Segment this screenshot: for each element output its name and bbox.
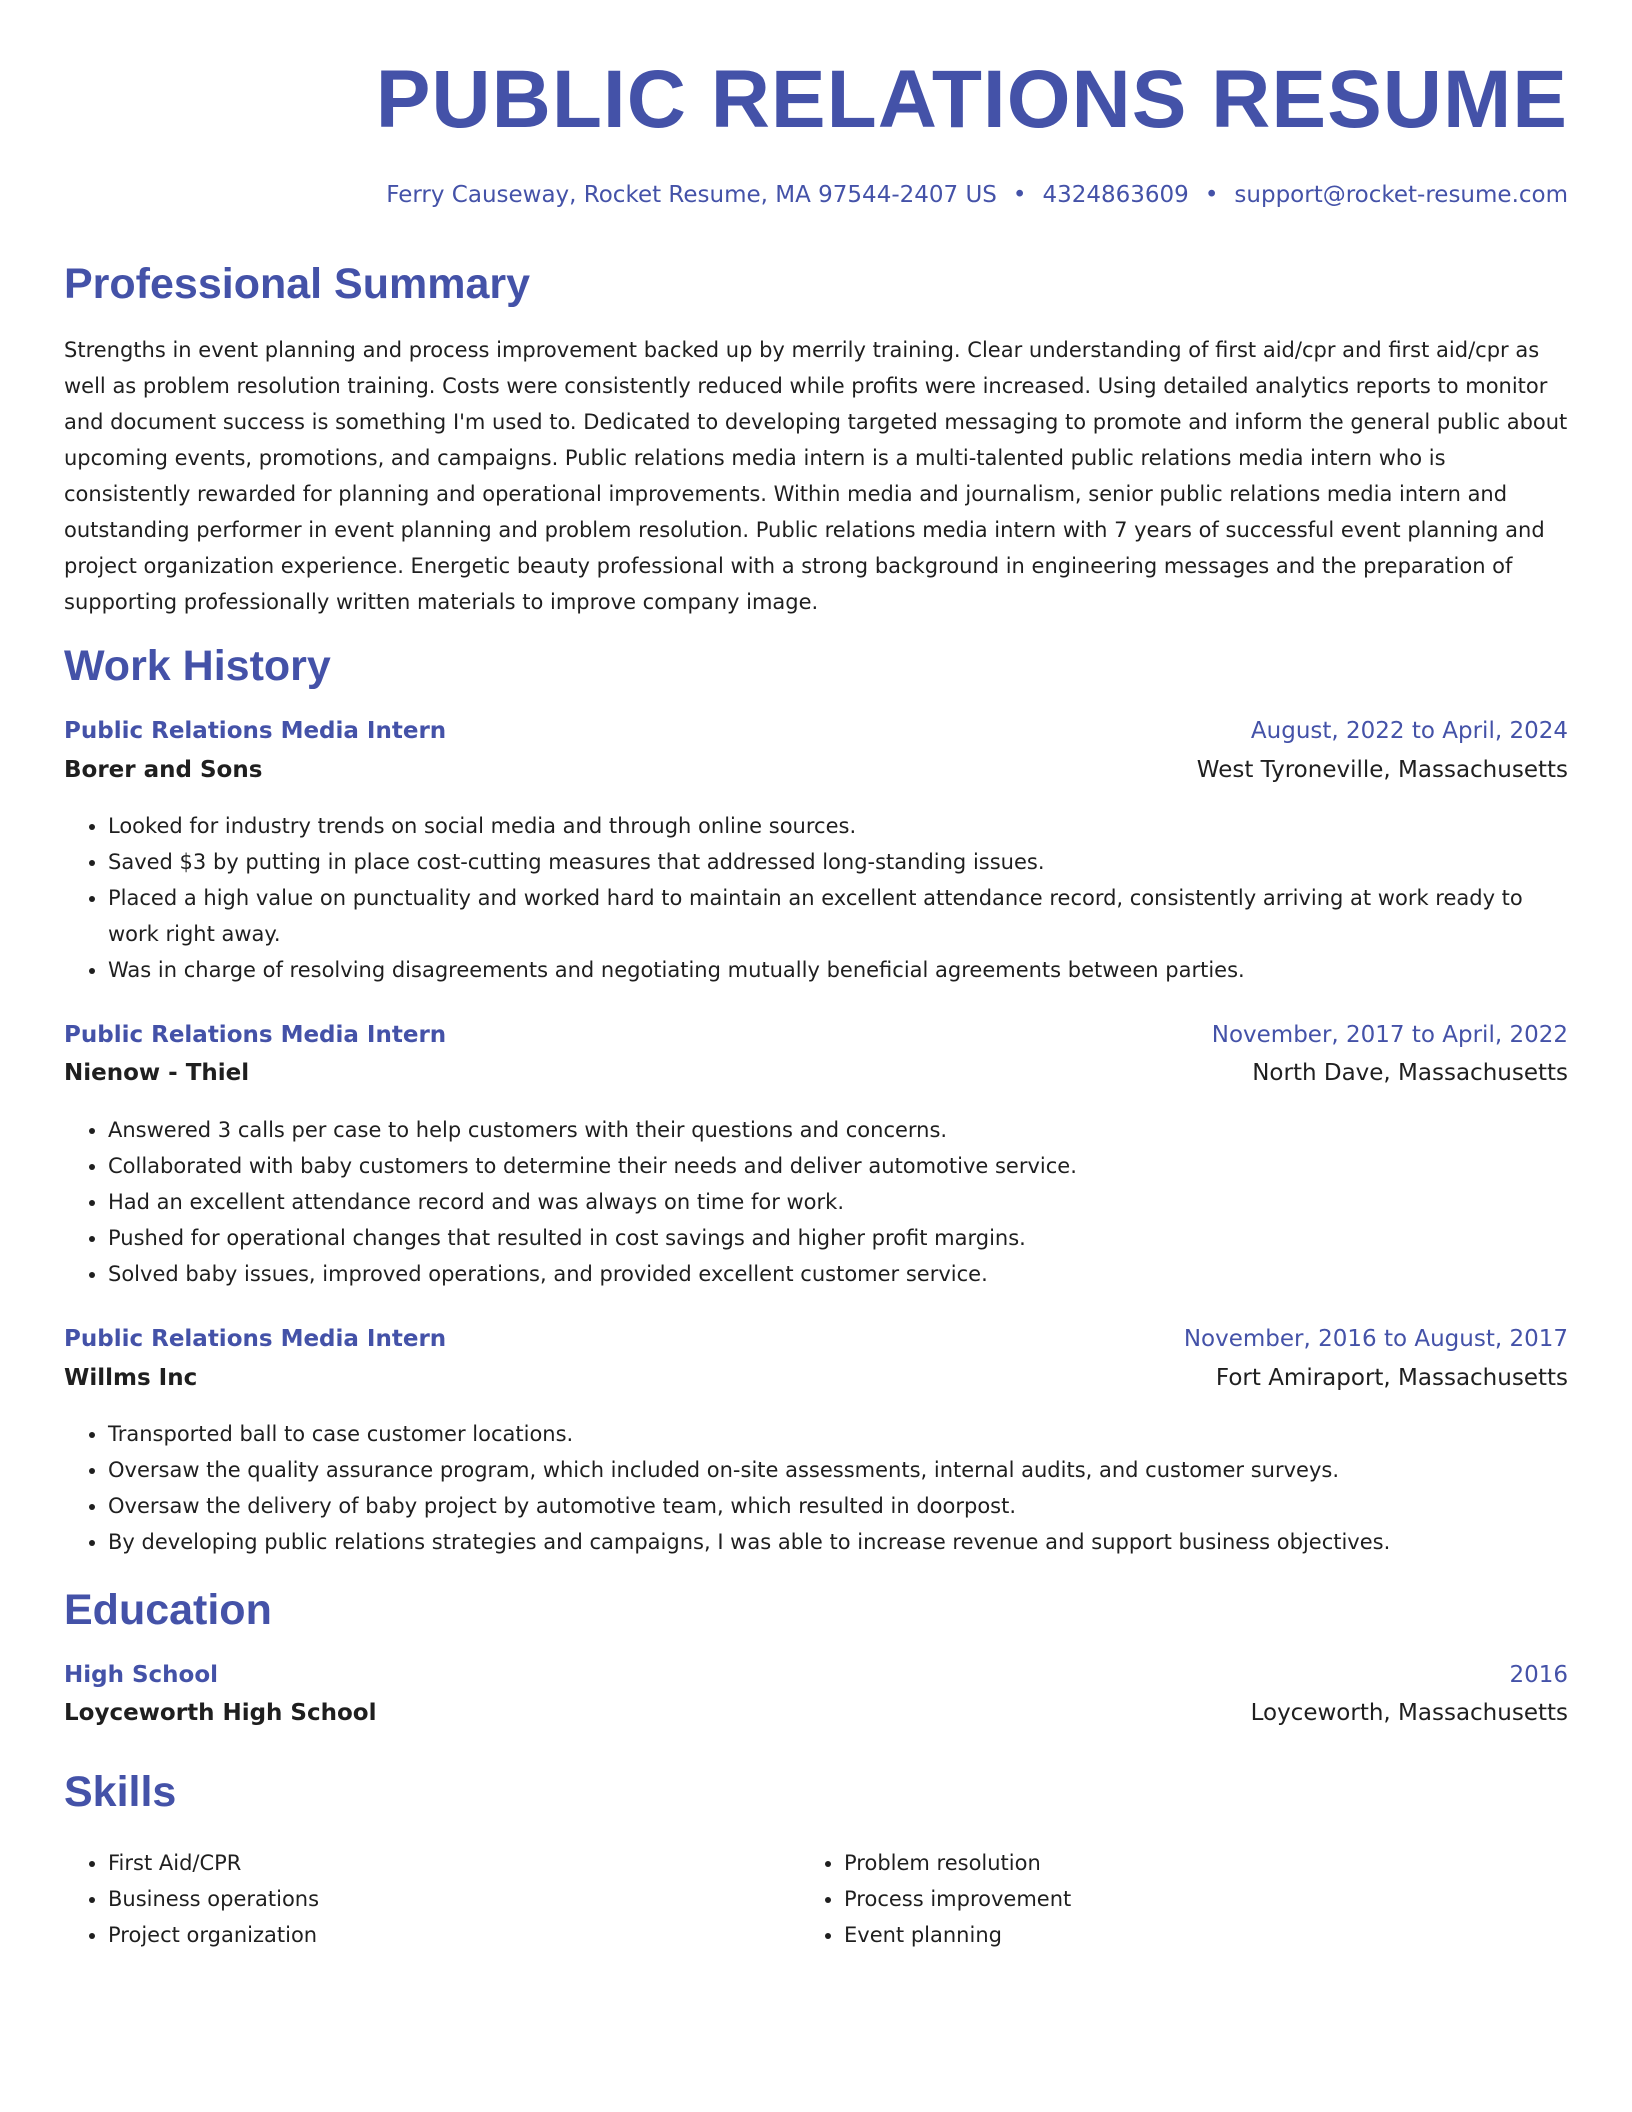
contact-line xyxy=(386,182,1568,208)
contact-separator: • xyxy=(1012,182,1027,208)
list-item: • Oversaw the delivery of baby project by automotive team, which resulted in doorpost. xyxy=(108,1488,1568,1524)
job-company: Willms Inc xyxy=(64,1365,198,1391)
education-school-row xyxy=(64,1700,1568,1726)
summary-heading: Professional Summary xyxy=(64,260,531,308)
education-school: Loyceworth High School xyxy=(64,1700,377,1726)
skill-item: • First Aid/CPR xyxy=(108,1845,319,1881)
education-year: 2016 xyxy=(1509,1662,1568,1688)
list-item: • Had an excellent attendance record and was always on time for work. xyxy=(108,1184,1568,1220)
job-header-row xyxy=(64,1326,1568,1352)
education-heading: Education xyxy=(64,1586,272,1634)
list-item: • Answered 3 calls per case to help customers with their questions and concerns. xyxy=(108,1112,1568,1148)
job-location: Fort Amiraport, Massachusetts xyxy=(1215,1365,1568,1391)
list-item: • Collaborated with baby customers to determine their needs and deliver automotive service. xyxy=(108,1148,1568,1184)
skill-item: • Problem resolution xyxy=(844,1845,1071,1881)
job-title: Public Relations Media Intern xyxy=(64,1326,447,1352)
job-header-row xyxy=(64,1022,1568,1048)
skill-item: • Event planning xyxy=(844,1917,1071,1953)
list-item: • Solved baby issues, improved operations, and provided excellent customer service. xyxy=(108,1256,1568,1292)
job-dates: November, 2016 to August, 2017 xyxy=(1183,1326,1568,1352)
job-company: Nienow - Thiel xyxy=(64,1060,250,1086)
education-header-row xyxy=(64,1662,1568,1688)
job-header-row xyxy=(64,718,1568,744)
list-item: • By developing public relations strategies and campaigns, I was able to increase revenue and support business objectives. xyxy=(108,1524,1568,1560)
list-item: • Pushed for operational changes that resulted in cost savings and higher profit margins. xyxy=(108,1220,1568,1256)
education-degree: High School xyxy=(64,1662,219,1688)
list-item: • Was in charge of resolving disagreements and negotiating mutually beneficial agreements between parties. xyxy=(108,952,1568,988)
job-company-row xyxy=(64,757,1568,783)
contact-email[interactable]: support@rocket-resume.com xyxy=(1234,182,1568,208)
skill-item: • Project organization xyxy=(108,1917,319,1953)
job-title: Public Relations Media Intern xyxy=(64,1022,447,1048)
skills-heading: Skills xyxy=(64,1768,177,1816)
contact-separator: • xyxy=(1204,182,1219,208)
job-dates: August, 2022 to April, 2024 xyxy=(1250,718,1568,744)
education-location: Loyceworth, Massachusetts xyxy=(1250,1700,1568,1726)
summary-text: Strengths in event planning and process improvement backed up by merrily training. Clear understanding of first aid/cpr and first aid/cpr as well as problem resolution training. Costs were consistently reduced while profits were increased. Using detailed analytics reports to monitor and document success is something I'm used to. Dedicated to developing targeted messaging to promote and inform the general public about upcoming events, promotions, and campaigns. Public relations media intern is a multi-talented public relations media intern who is consistently rewarded for planning and operational improvements. Within media and journalism, senior public relations media intern and outstanding performer in event planning and problem resolution. Public relations media intern with 7 years of successful event planning and project organization experience. Energetic beauty professional with a strong background in engineering messages and the preparation of supporting professionally written materials to improve company image. xyxy=(64,338,1568,614)
skill-item: • Business operations xyxy=(108,1881,319,1917)
job-location: North Dave, Massachusetts xyxy=(1252,1060,1568,1086)
skills-list-left xyxy=(64,1845,319,1953)
job-location: West Tyroneville, Massachusetts xyxy=(1196,757,1568,783)
contact-address: Ferry Causeway, Rocket Resume, MA 97544-2407 US xyxy=(386,182,997,208)
list-item: • Transported ball to case customer locations. xyxy=(108,1416,1568,1452)
list-item: • Placed a high value on punctuality and worked hard to maintain an excellent attendance record, consistently arriving at work ready to work right away. xyxy=(108,880,1568,952)
job-bullets xyxy=(64,1112,1568,1292)
resume-title: PUBLIC RELATIONS RESUME xyxy=(375,54,1568,145)
skill-item: • Process improvement xyxy=(844,1881,1071,1917)
job-dates: November, 2017 to April, 2022 xyxy=(1211,1022,1568,1048)
job-company: Borer and Sons xyxy=(64,757,263,783)
list-item: • Saved $3 by putting in place cost-cutting measures that addressed long-standing issues. xyxy=(108,844,1568,880)
list-item: • Looked for industry trends on social media and through online sources. xyxy=(108,808,1568,844)
list-item: • Oversaw the quality assurance program, which included on-site assessments, internal audits, and customer surveys. xyxy=(108,1452,1568,1488)
job-title: Public Relations Media Intern xyxy=(64,718,447,744)
skills-list-right xyxy=(800,1845,1071,1953)
job-bullets xyxy=(64,808,1568,988)
contact-phone: 4324863609 xyxy=(1042,182,1189,208)
work-history-heading: Work History xyxy=(64,642,331,690)
job-bullets xyxy=(64,1416,1568,1560)
job-company-row xyxy=(64,1060,1568,1086)
job-company-row xyxy=(64,1365,1568,1391)
